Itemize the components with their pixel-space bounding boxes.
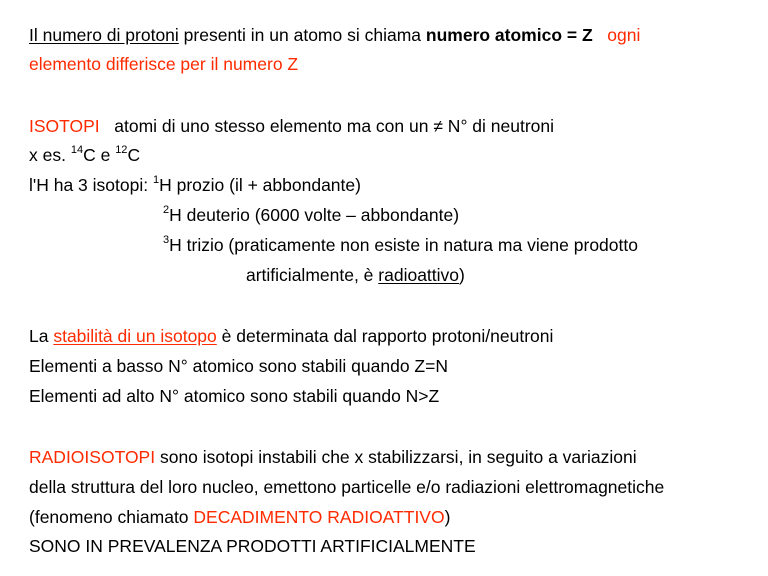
red-text: ogni — [607, 25, 641, 45]
text: artificialmente, è — [246, 265, 379, 285]
radioisotopi-line-1 — [29, 446, 637, 468]
text: presenti in un atomo si chiama — [178, 25, 426, 45]
text: (fenomeno chiamato — [29, 507, 194, 527]
stability-line — [29, 325, 553, 347]
term-radioactive-decay: DECADIMENTO RADIOATTIVO — [193, 507, 445, 527]
superscript: 3 — [163, 234, 170, 247]
text: l'H ha 3 isotopi: — [29, 175, 153, 195]
term-radioactive: radioattivo — [378, 265, 460, 285]
text: sono isotopi instabili che x stabilizzarsi, in seguito a variazioni — [155, 447, 637, 467]
term-isotopi: ISOTOPI — [29, 116, 100, 136]
text: La — [29, 326, 54, 346]
hydrogen-isotope-3 — [163, 234, 638, 256]
superscript: 2 — [163, 204, 170, 217]
text: è determinata dal rapporto protoni/neutroni — [216, 326, 554, 346]
text: ) — [444, 507, 451, 527]
isotopi-definition-line — [29, 115, 554, 137]
hydrogen-isotope-3-continued — [246, 264, 465, 286]
atomic-number-line — [29, 24, 640, 46]
term-atomic-number: numero atomico = Z — [425, 25, 593, 45]
stability-low-line: Elementi a basso N° atomico sono stabili quando Z=N — [29, 356, 448, 376]
term-stability: stabilità di un isotopo — [53, 326, 217, 346]
radioisotopi-line-4: SONO IN PREVALENZA PRODOTTI ARTIFICIALMENTE — [29, 536, 476, 556]
text: H deuterio (6000 volte – abbondante) — [169, 205, 460, 225]
isotopi-definition: atomi di uno stesso elemento ma con un ≠ N° di neutroni — [114, 116, 555, 136]
text: C — [127, 145, 141, 165]
isotopi-example-line — [29, 144, 140, 166]
superscript: 14 — [70, 144, 84, 157]
radioisotopi-line-3 — [29, 506, 450, 528]
text: H prozio (il + abbondante) — [159, 175, 361, 195]
text: C e — [83, 145, 116, 165]
element-differs-line: elemento differisce per il numero Z — [29, 54, 299, 74]
superscript: 1 — [152, 174, 160, 187]
stability-high-line: Elementi ad alto N° atomico sono stabili quando N>Z — [29, 386, 440, 406]
term-protons: Il numero di protoni — [29, 25, 179, 45]
hydrogen-isotope-2 — [163, 204, 459, 226]
hydrogen-isotope-1 — [29, 174, 361, 196]
term-radioisotopi: RADIOISOTOPI — [29, 447, 156, 467]
radioisotopi-line-2: della struttura del loro nucleo, emettono particelle e/o radiazioni elettromagnetiche — [29, 477, 665, 497]
text: ) — [459, 265, 465, 285]
text: x es. — [29, 145, 71, 165]
superscript: 12 — [115, 144, 128, 157]
text: H trizio (praticamente non esiste in natura ma viene prodotto — [169, 235, 638, 255]
